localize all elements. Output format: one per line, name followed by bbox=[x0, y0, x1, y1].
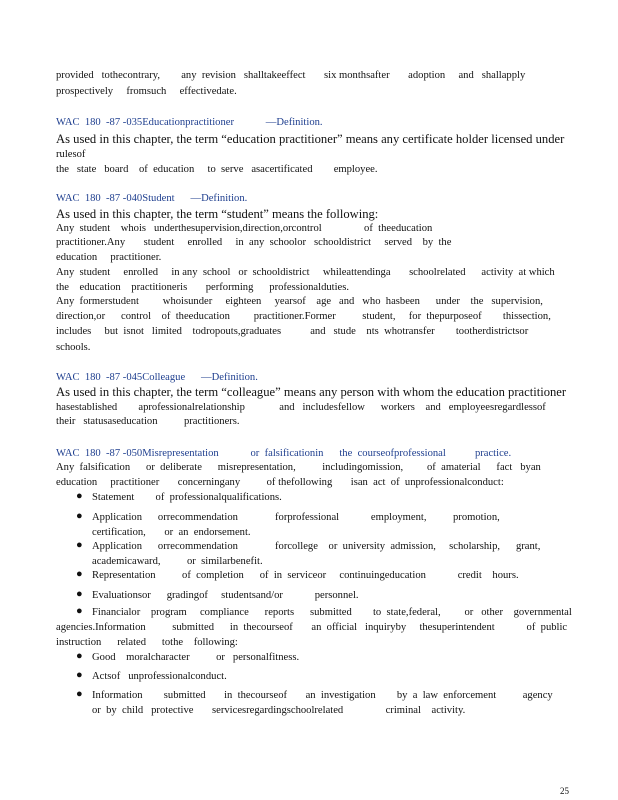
section-035-body-3: the state board of education to serve asacertificated employee. bbox=[56, 164, 378, 175]
list-item bbox=[76, 688, 553, 748]
section-035-body-1: As used in this chapter, the term “education practitioner” means any certificate holder licensed under bbox=[56, 132, 565, 146]
bullet-icon: ● bbox=[76, 605, 83, 617]
section-040-line: education practitioner. bbox=[56, 252, 162, 263]
list-item-text: Financialor program compliance reports submitted to state,federal, or other governmental bbox=[92, 607, 572, 618]
list-item-text: academicaward, or similarbenefit. bbox=[92, 556, 263, 567]
list-item-text: Actsof unprofessionalconduct. bbox=[92, 671, 227, 682]
list-item-text: Evaluationsor gradingof studentsand/or personnel. bbox=[92, 590, 359, 601]
bullet-icon: ● bbox=[76, 588, 83, 600]
list-item-text: Representation of completion of in serviceor continuingeducation credit hours. bbox=[92, 570, 519, 581]
bullet-icon: ● bbox=[76, 490, 83, 502]
section-heading-050: WAC 180 -87 -050Misrepresentation or falsificationin the courseofprofessional practice. bbox=[56, 448, 512, 459]
list-item-text: Information submitted in thecourseof an investigation by a law enforcement agency bbox=[92, 690, 553, 701]
list-item-text: Application orrecommendation forprofessional employment, promotion, bbox=[92, 512, 500, 523]
page-number: 25 bbox=[560, 786, 569, 796]
bullet-icon: ● bbox=[76, 688, 83, 700]
intro-line-1: provided tothecontrary, any revision shalltakeeffect six monthsafter adoption and shallapply bbox=[56, 70, 526, 81]
section-045-line: hasestablished aprofessionalrelationship and includesfellow workers and employeesregardlessof bbox=[56, 402, 546, 413]
section-040-line: the education practitioneris performing professionalduties. bbox=[56, 282, 350, 293]
section-040-line: practitioner.Any student enrolled in any schoolor schooldistrict served by the bbox=[56, 237, 452, 248]
section-040-line: schools. bbox=[56, 342, 91, 353]
intro-line-2: prospectively fromsuch effectivedate. bbox=[56, 86, 237, 97]
section-heading-040: WAC 180 -87 -040Student —Definition. bbox=[56, 193, 248, 204]
bullet-icon: ● bbox=[76, 539, 83, 551]
section-040-body-1: As used in this chapter, the term “student” means the following: bbox=[56, 207, 379, 221]
section-050-line: agencies.Information submitted in thecourseof an official inquiryby thesuperintendent of public bbox=[56, 622, 568, 633]
section-050-line: education practitioner concerningany of thefollowing isan act of unprofessionalconduct: bbox=[56, 477, 504, 488]
list-item-text: certification, or an endorsement. bbox=[92, 527, 251, 538]
section-040-line: Any student enrolled in any school or schooldistrict whileattendinga schoolrelated activity at which bbox=[56, 267, 555, 278]
section-045-body-1: As used in this chapter, the term “colleague” means any person with whom the education practitioner bbox=[56, 385, 567, 399]
section-045-line: their statusaseducation practitioners. bbox=[56, 416, 240, 427]
section-050-line: instruction related tothe following: bbox=[56, 637, 238, 648]
section-heading-045: WAC 180 -87 -045Colleague —Definition. bbox=[56, 372, 258, 383]
bullet-icon: ● bbox=[76, 568, 83, 580]
list-item-text: Good moralcharacter or personalfitness. bbox=[92, 652, 300, 663]
section-050-line: Any falsification or deliberate misrepresentation, includingomission, of amaterial fact byan bbox=[56, 462, 541, 473]
list-item-text: or by child protective servicesregardingschoolrelated criminal activity. bbox=[92, 705, 466, 716]
list-item-text: Statement of professionalqualifications. bbox=[92, 492, 282, 503]
section-040-line: direction,or control of theeducation practitioner.Former student, for thepurposeof thissection, bbox=[56, 311, 551, 322]
bullet-icon: ● bbox=[76, 669, 83, 681]
bullet-icon: ● bbox=[76, 510, 83, 522]
bullet-icon: ● bbox=[76, 650, 83, 662]
section-040-line: Any formerstudent whoisunder eighteen yearsof age and who hasbeen under the supervision, bbox=[56, 296, 543, 307]
section-heading-035: WAC 180 -87 -035Educationpractitioner —Definition. bbox=[56, 117, 323, 128]
section-040-line: Any student whois underthesupervision,direction,orcontrol of theeducation bbox=[56, 223, 433, 234]
section-035-body-2: rulesof bbox=[56, 149, 86, 160]
list-item-text: Application orrecommendation forcollege or university admission, scholarship, grant, bbox=[92, 541, 541, 552]
section-040-line: includes but isnot limited todropouts,graduates and stude nts whotransfer tootherdistrictsor bbox=[56, 326, 529, 337]
